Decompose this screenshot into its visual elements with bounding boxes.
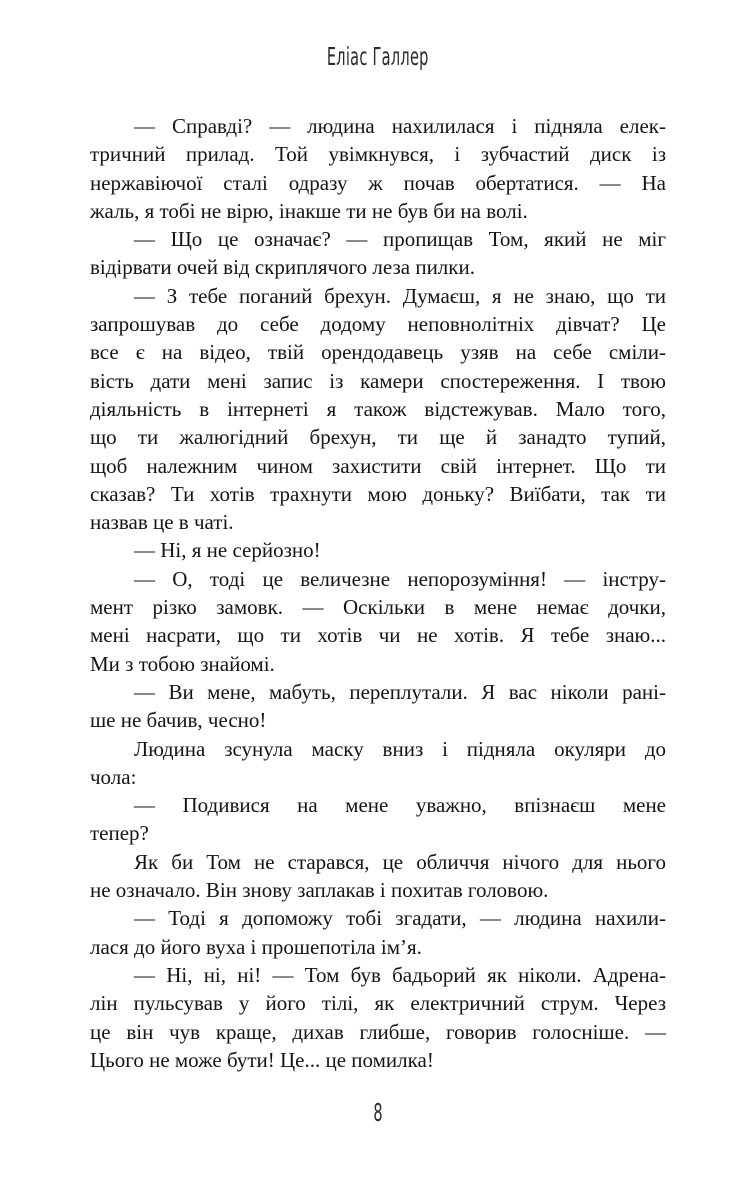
text-line: — Подивися на мене уважно, впізнаєш мене xyxy=(134,793,666,818)
page-number xyxy=(0,1098,756,1127)
running-head xyxy=(0,42,756,71)
paragraph xyxy=(90,791,666,848)
text-line: запрошував до себе додому неповнолітніх дівчат? Це xyxy=(90,312,666,337)
text-line: лася до його вуха і прошепотіла ім’я. xyxy=(90,934,422,959)
paragraph xyxy=(90,678,666,735)
text-line: — О, тоді це величезне непорозуміння! — інстру- xyxy=(134,566,666,591)
paragraph xyxy=(90,112,666,225)
text-line: Цього не може бути! Це... це помилка! xyxy=(90,1047,434,1072)
running-head-title: Еліас Галлер xyxy=(327,42,429,71)
text-line: сказав? Ти хотів трахнути мою доньку? Виїбати, так ти xyxy=(90,481,666,506)
text-line: це він чув краще, дихав глибше, говорив голосніше. — xyxy=(90,1019,666,1044)
text-line: — З тебе поганий брехун. Думаєш, я не знаю, що ти xyxy=(134,283,666,308)
text-line: діяльність в інтернеті я також відстежував. Мало того, xyxy=(90,396,666,421)
body-text xyxy=(90,112,666,1074)
paragraph xyxy=(90,961,666,1074)
text-line: Людина зсунула маску вниз і підняла окуляри до xyxy=(134,736,666,761)
paragraph xyxy=(90,536,666,564)
text-line: лін пульсував у його тілі, як електричний струм. Через xyxy=(90,991,666,1016)
text-line: мені насрати, що ти хотів чи не хотів. Я тебе знаю... xyxy=(90,623,666,648)
text-line: — Справді? — людина нахилилася і підняла елек- xyxy=(134,114,666,138)
text-line: щоб належним чином захистити свій інтернет. Що ти xyxy=(90,453,666,478)
text-line: — Тоді я допоможу тобі згадати, — людина нахили- xyxy=(134,906,666,931)
text-line: відірвати очей від скриплячого леза пилки. xyxy=(90,255,475,280)
text-line: все є на відео, твій орендодавець узяв на себе сміли- xyxy=(90,340,666,365)
text-line: Ми з тобою знайомі. xyxy=(90,651,275,676)
text-line: — Що це означає? — пропищав Том, який не міг xyxy=(134,227,666,252)
text-line: — Ні, ні, ні! — Том був бадьорий як ніколи. Адрена- xyxy=(134,962,666,987)
paragraph xyxy=(90,848,666,905)
text-line: тепер? xyxy=(90,821,149,846)
text-line: не означало. Він знову заплакав і похитав головою. xyxy=(90,878,549,903)
text-line: мент різко замовк. — Оскільки в мене немає дочки, xyxy=(90,595,666,620)
text-line: — Ні, я не серйозно! xyxy=(134,538,321,563)
text-line: — Ви мене, мабуть, переплутали. Я вас ніколи рані- xyxy=(134,679,666,704)
text-line: назвав це в чаті. xyxy=(90,510,234,535)
text-line: чола: xyxy=(90,764,137,789)
paragraph xyxy=(90,904,666,961)
text-line: Як би Том не старався, це обличчя нічого для нього xyxy=(134,849,666,874)
paragraph xyxy=(90,735,666,792)
text-line: вість дати мені запис із камери спостереження. І твою xyxy=(90,368,666,393)
paragraph xyxy=(90,225,666,282)
text-line: жаль, я тобі не вірю, інакше ти не був би на волі. xyxy=(90,198,528,223)
text-line: що ти жалюгідний брехун, ти ще й занадто тупий, xyxy=(90,425,666,450)
paragraph xyxy=(90,282,666,537)
text-line: тричний прилад. Той увімкнувся, і зубчастий диск із xyxy=(90,142,666,167)
text-line: ше не бачив, чесно! xyxy=(90,708,267,733)
paragraph xyxy=(90,565,666,678)
page-number-value: 8 xyxy=(373,1098,383,1127)
text-line: нержавіючої сталі одразу ж почав обертатися. — На xyxy=(90,170,666,195)
